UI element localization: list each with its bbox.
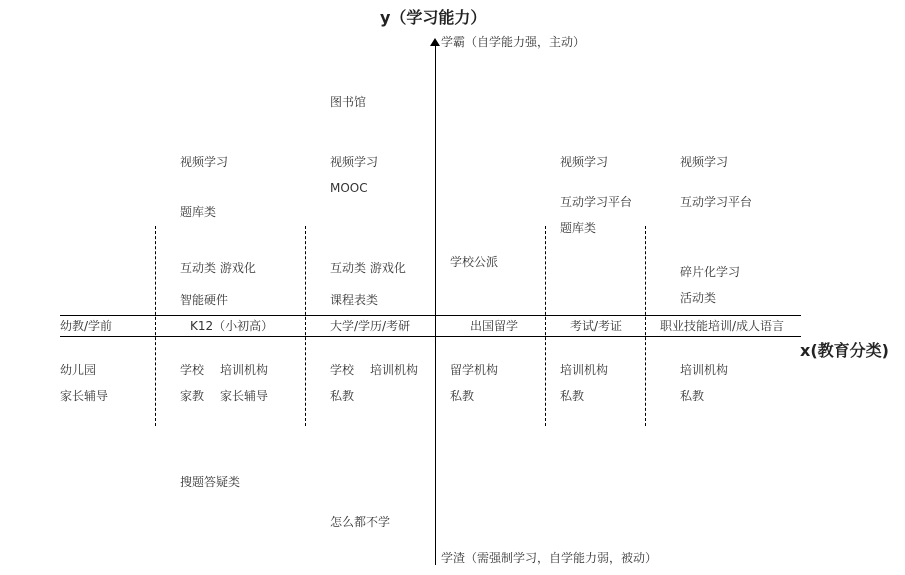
category-band-bottom-line (60, 336, 801, 337)
university-training-institution: 培训机构 (370, 363, 419, 377)
vocational-interactive-platform: 互动学习平台 (680, 195, 753, 209)
exam-question-bank: 题库类 (560, 221, 597, 235)
exam-private-tutor: 私教 (560, 389, 585, 403)
exam-interactive-platform: 互动学习平台 (560, 195, 633, 209)
vocational-activities: 活动类 (680, 291, 717, 305)
k12-smart-hardware: 智能硬件 (180, 293, 229, 307)
divider-k12-university (305, 226, 306, 426)
university-schedule-apps: 课程表类 (330, 293, 379, 307)
y-axis-title: y（学习能力） (380, 8, 487, 27)
k12-video-learning: 视频学习 (180, 155, 229, 169)
category-exam: 考试/考证 (570, 319, 623, 333)
category-preschool: 幼教/学前 (60, 319, 113, 333)
category-vocational: 职业技能培训/成人语言 (660, 319, 785, 333)
exam-video-learning: 视频学习 (560, 155, 609, 169)
university-school: 学校 (330, 363, 355, 377)
x-axis-title: x(教育分类) (800, 341, 889, 360)
exam-training-institution: 培训机构 (560, 363, 609, 377)
k12-parent-tutoring: 家长辅导 (220, 389, 269, 403)
vocational-private-tutor: 私教 (680, 389, 705, 403)
preschool-parent-tutoring: 家长辅导 (60, 389, 109, 403)
k12-interactive-gamified: 互动类 游戏化 (180, 261, 256, 275)
y-axis-bottom-label: 学渣（需强制学习，自学能力弱，被动） (441, 551, 658, 565)
university-interactive-gamified: 互动类 游戏化 (330, 261, 406, 275)
university-never-studies: 怎么都不学 (330, 515, 391, 529)
abroad-agency: 留学机构 (450, 363, 499, 377)
divider-abroad-exam (545, 226, 546, 426)
y-axis-line (435, 42, 436, 565)
vocational-video-learning: 视频学习 (680, 155, 729, 169)
k12-homework-search-apps: 搜题答疑类 (180, 475, 241, 489)
vocational-training-institution: 培训机构 (680, 363, 729, 377)
k12-question-bank: 题库类 (180, 205, 217, 219)
category-k12: K12（小初高） (190, 319, 274, 333)
university-video-learning: 视频学习 (330, 155, 379, 169)
university-library: 图书馆 (330, 95, 367, 109)
y-axis-top-label: 学霸（自学能力强，主动） (441, 35, 586, 49)
vocational-fragmented-learning: 碎片化学习 (680, 265, 741, 279)
category-band-top-line (60, 315, 801, 316)
preschool-kindergarten: 幼儿园 (60, 363, 97, 377)
k12-training-institution: 培训机构 (220, 363, 269, 377)
y-axis-arrowhead (430, 38, 440, 46)
k12-school: 学校 (180, 363, 205, 377)
university-private-tutor: 私教 (330, 389, 355, 403)
category-abroad: 出国留学 (470, 319, 519, 333)
university-mooc: MOOC (330, 181, 368, 195)
divider-preschool-k12 (155, 226, 156, 426)
divider-exam-vocational (645, 226, 646, 426)
category-university: 大学/学历/考研 (330, 319, 411, 333)
k12-home-tutor: 家教 (180, 389, 205, 403)
abroad-private-tutor: 私教 (450, 389, 475, 403)
abroad-public-sponsored: 学校公派 (450, 255, 499, 269)
